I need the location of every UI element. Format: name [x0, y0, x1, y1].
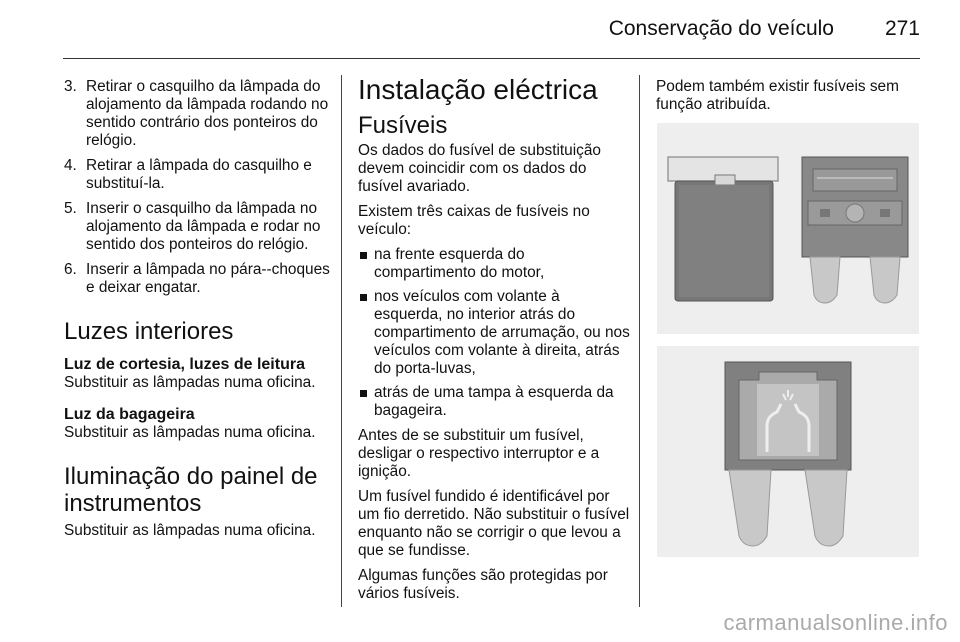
step-item: 6. Inserir a lâmpada no pára--choques e deixar engatar. [64, 261, 330, 296]
left-column [64, 78, 332, 547]
chapter-title: Instalação eléctrica [358, 74, 598, 105]
fuse-box-list [358, 246, 630, 420]
paragraph: Um fusível fundido é identificável por um fio derretido. Não substituir o fusível enquanto não se corrigir o que levou a que se fundisse. [358, 488, 630, 559]
right-column [656, 78, 924, 121]
middle-column [358, 74, 630, 610]
step-item: 5. Inserir o casquilho da lâmpada no alojamento da lâmpada e rodar no sentido dos ponteiros do relógio. [64, 200, 321, 253]
column-divider-left [341, 75, 342, 607]
blown-fuse-drawing [657, 346, 919, 557]
paragraph: Existem três caixas de fusíveis no veículo: [358, 203, 590, 238]
subsection-title-bagageira: Luz da bagageira [64, 406, 195, 423]
section-title-luzes-interiores: Luzes interiores [64, 318, 234, 345]
list-item: atrás de uma tampa à esquerda da bagageira. [358, 384, 630, 420]
subsection-title-luz-cortesia: Luz de cortesia, luzes de leitura [64, 356, 305, 373]
blown-fuse-illustration [657, 346, 919, 557]
fuse-illustration-top [657, 123, 919, 334]
column-divider-right [639, 75, 640, 607]
step-list [64, 78, 332, 297]
list-item: nos veículos com volante à esquerda, no interior atrás do compartimento de arrumação, ou nos veículos com volante à direita, atrás do porta-luvas, [358, 288, 630, 378]
step-item: 3. Retirar o casquilho da lâmpada do alojamento da lâmpada rodando no sentido contrário dos ponteiros do relógio. [64, 78, 329, 149]
paragraph: Substituir as lâmpadas numa oficina. [64, 424, 316, 441]
section-title-iluminacao: Iluminação do painel de instrumentos [64, 463, 318, 517]
list-item: na frente esquerda do compartimento do motor, [358, 246, 630, 282]
header-rule [63, 58, 920, 59]
paragraph: Podem também existir fusíveis sem função atribuída. [656, 78, 899, 113]
paragraph: Antes de se substituir um fusível, desligar o respectivo interruptor e a ignição. [358, 427, 600, 480]
page-header [0, 0, 960, 58]
paragraph: Algumas funções são protegidas por vários fusíveis. [358, 567, 608, 602]
page-number: 271 [884, 17, 920, 40]
paragraph: Substituir as lâmpadas numa oficina. [64, 374, 316, 391]
step-item: 4. Retirar a lâmpada do casquilho e substituí-la. [64, 157, 312, 192]
section-title-fusiveis: Fusíveis [358, 112, 448, 139]
paragraph: Substituir as lâmpadas numa oficina. [64, 522, 316, 539]
fuse-drawing [657, 123, 919, 334]
header-title: Conservação do veículo [608, 17, 834, 40]
watermark: carmanualsonline.info [723, 610, 948, 635]
paragraph: Os dados do fusível de substituição devem coincidir com os dados do fusível avariado. [358, 142, 601, 195]
